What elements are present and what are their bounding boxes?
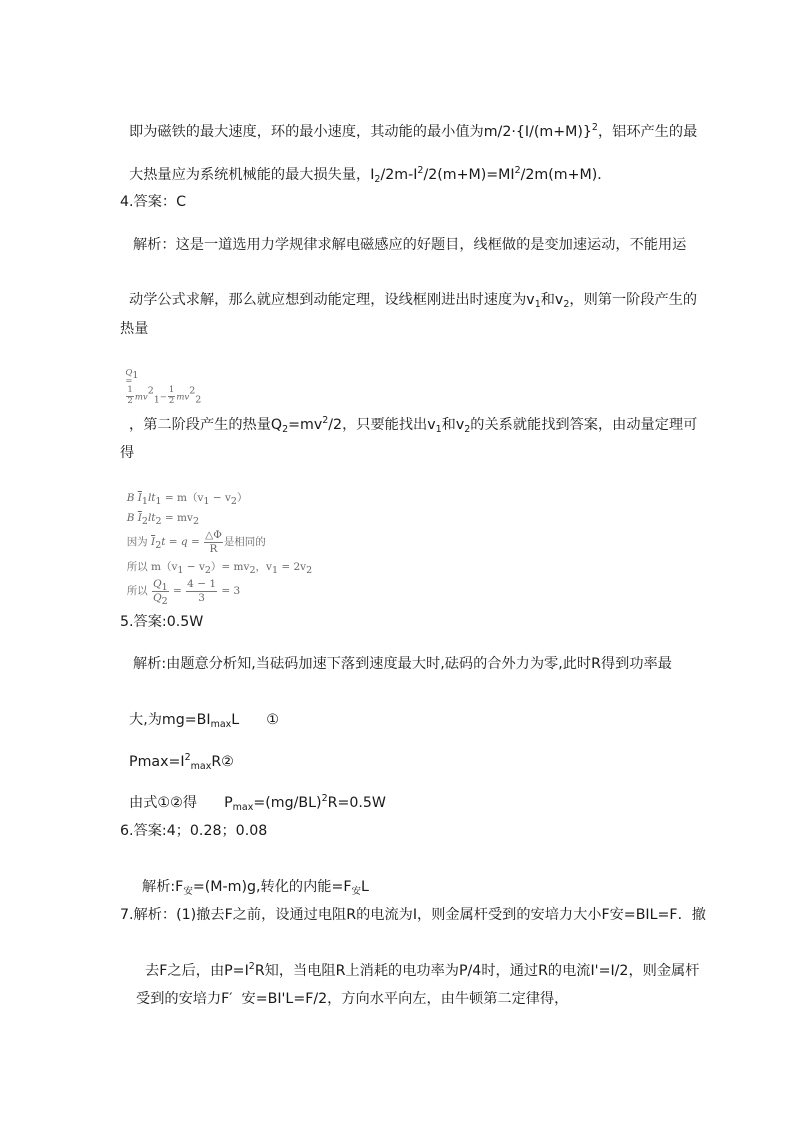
equation-3: 因为 $\overline{I}_2t = q$ = $\frac{\triangle\Phi}{R}$ 是相同的: [126, 528, 266, 555]
text-line: 得: [120, 445, 135, 461]
equation-4: 所以 $m(v_1 - v_2)= mv_2$，$v_1 = 2v_2$: [126, 560, 313, 576]
answer-heading: 4.答案：C: [120, 194, 187, 210]
text-line: 去F之后，由$P=I^2R$知，当电阻R上消耗的电功率为P/4时，通过R的电流I'=I/2，则金属杆: [145, 961, 700, 980]
fraction: $\frac{\triangle\Phi}{R}$: [205, 528, 222, 555]
answer-heading: 6.答案:4；0.28；0.08: [120, 823, 268, 839]
answer-heading: 5.答案:0.5W: [120, 614, 204, 630]
text-line: 解析:由题意分析知,当砝码加速下落到速度最大时,砝码的合外力为零,此时R得到功率最: [133, 656, 672, 672]
text-line: 热量: [120, 321, 149, 337]
fraction: $\frac{4 - 1}{3}$: [187, 577, 217, 604]
text-line: 解析$:F_安=(M-m)g$,转化的内能$=F_安L$: [142, 879, 369, 898]
text-line: ，第二阶段产生的热量$Q_2=mv^2/2$，只要能找出$v_1$和$v_2$的关系就能找到答案，由动量定理可: [129, 415, 698, 436]
text-line: 7.解析：(1)撤去F之前，设通过电阻R的电流为I，则金属杆受到的安培力大小F安=BIL=F．撤: [120, 907, 706, 923]
fraction: $\frac{1}{2}$: [168, 384, 175, 407]
text-line: $Pmax=I^2_{max}R②$: [129, 752, 234, 773]
text-line: 由式①②得 $P_{max}=(mg/BL)^2R=0.5W$: [129, 793, 386, 814]
text-line: 大,为$mg=BI_{max}L$ ①: [129, 712, 279, 731]
equation-5: 所以 $\frac{Q_1}{Q_2}$ = $\frac{4 - 1}{3}$ = 3: [126, 577, 241, 607]
text-line: 大热量应为系统机械能的最大损失量，$I_2/2m-I^2/2(m+M)=MI^2/2m(m+M)$．: [129, 165, 612, 186]
text-line: 动学公式求解，那么就应想到动能定理，设线框刚进出时速度为$v_1$和$v_2$，则第一阶段产生的: [129, 292, 698, 311]
text-line: 受到的安培力F′ 安=BI'L=F/2，方向水平向左，由牛顿第二定律得，: [136, 991, 569, 1007]
text-line: 即为磁铁的最大速度，环的最小速度，其动能的最小值为$m/2\cdot\{I/(m+M)\}^2$，铝环产生的最: [129, 122, 698, 141]
fraction: $\frac{1}{2}$: [127, 384, 133, 407]
equation-1: B $\overline{I}_1lt_1 = m(v_1 - v_2)$: [126, 491, 248, 507]
equation-2: B $\overline{I}_2lt_2 = mv_2$: [126, 511, 199, 527]
fraction: $\frac{Q_1}{Q_2}$: [153, 577, 168, 607]
formula-q1: $Q_1$ = $\frac{1}{2}$ $mv^2_1-$ $\frac{1}{2}$ $mv^2_2$: [125, 367, 202, 407]
text-line: 解析：这是一道选用力学规律求解电磁感应的好题目，线框做的是变加速运动，不能用运: [133, 237, 687, 253]
